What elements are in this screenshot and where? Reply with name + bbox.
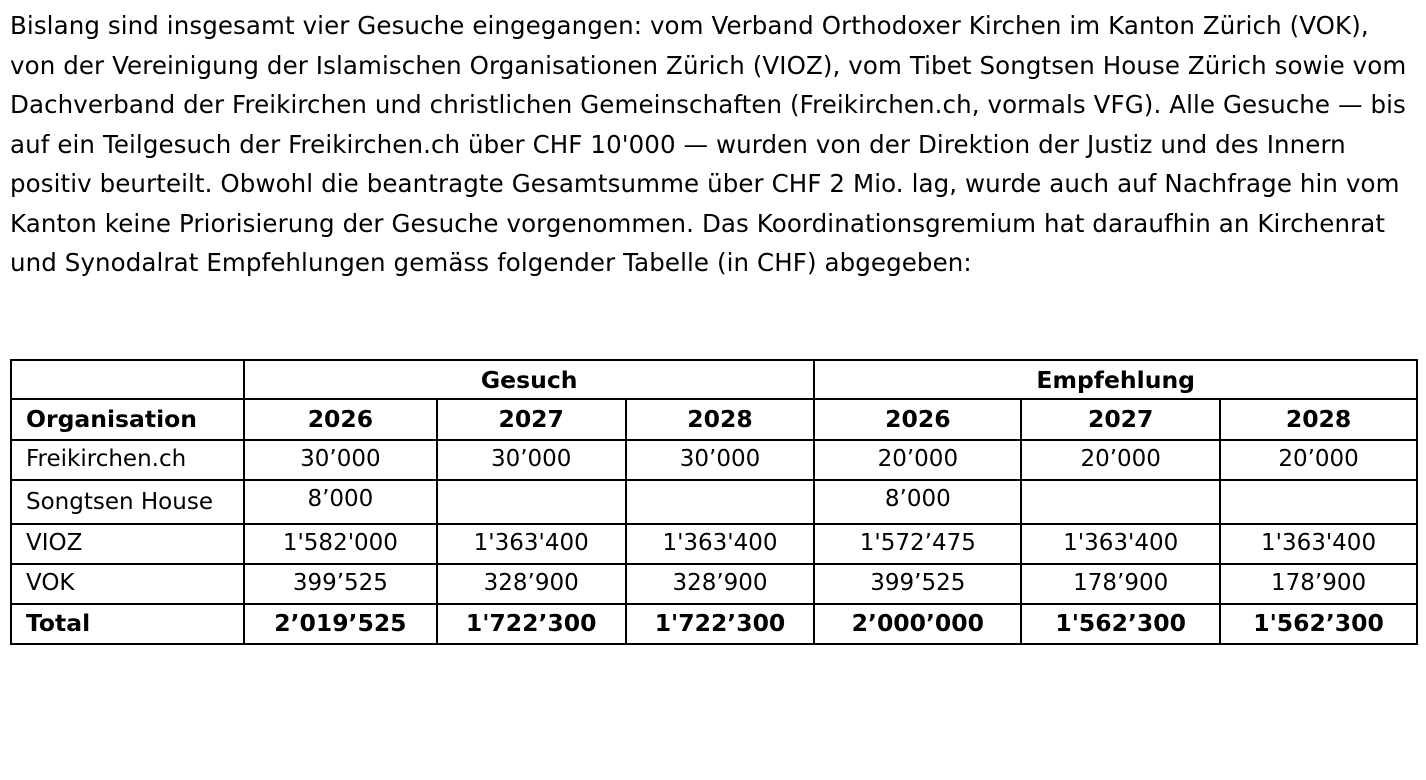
group-header-gesuch-label: Gesuch <box>480 365 578 394</box>
row-empfehlung-2027 <box>1021 480 1220 524</box>
cell-gesuch-2027: 328’900 <box>483 569 579 596</box>
row-empfehlung-2026 <box>814 440 1021 480</box>
table-total-row <box>11 604 1417 644</box>
cell-total-empfehlung-2028: 1'562’300 <box>1253 608 1384 637</box>
column-header-organisation <box>11 399 244 440</box>
row-empfehlung-2028 <box>1220 564 1417 604</box>
row-empfehlung-2027 <box>1021 524 1220 564</box>
cell-total-empfehlung-2026: 2’000’000 <box>851 608 984 637</box>
cell-gesuch-2027: 1'363'400 <box>473 529 589 556</box>
column-header-empfehlung-2028-label: 2028 <box>1285 404 1352 433</box>
group-header-empfehlung <box>814 360 1417 399</box>
cell-empfehlung-2028: 178’900 <box>1270 569 1367 596</box>
column-header-empfehlung-2027-label: 2027 <box>1087 404 1154 433</box>
row-gesuch-2028 <box>626 524 815 564</box>
column-header-empfehlung-2027 <box>1021 399 1220 440</box>
row-organisation <box>11 440 244 480</box>
total-gesuch-2026 <box>244 604 437 644</box>
row-gesuch-2027 <box>437 480 626 524</box>
total-gesuch-2028 <box>626 604 815 644</box>
cell-gesuch-2028: 1'363'400 <box>662 529 778 556</box>
cell-empfehlung-2026: 399’525 <box>870 569 966 596</box>
total-label-cell <box>11 604 244 644</box>
column-header-gesuch-2026 <box>244 399 437 440</box>
cell-gesuch-2028: 30’000 <box>679 445 761 472</box>
cell-gesuch-2026: 30’000 <box>300 445 381 472</box>
total-gesuch-2027 <box>437 604 626 644</box>
cell-empfehlung-2026: 8’000 <box>884 485 951 512</box>
cell-empfehlung-2028 <box>1221 481 1416 519</box>
column-header-gesuch-2028 <box>626 399 815 440</box>
group-header-gesuch <box>244 360 814 399</box>
row-gesuch-2027 <box>437 524 626 564</box>
table-row <box>11 440 1417 480</box>
row-gesuch-2026 <box>244 440 437 480</box>
row-empfehlung-2027 <box>1021 564 1220 604</box>
cell-gesuch-2027 <box>438 481 625 519</box>
row-gesuch-2028 <box>626 564 815 604</box>
intro-paragraph: Bislang sind insgesamt vier Gesuche eingegangen: vom Verband Orthodoxer Kirchen im Kanton Zürich (VOK), von der Vereinigung der Islamischen Organisationen Zürich (VIOZ), vom Tibet Songtsen House Zürich sowie vom Dachverband der Freikirchen und christlichen Gemeinschaften (Freikirchen.ch, vormals VFG). Alle Gesuche — bis auf ein Teilgesuch der Freikirchen.ch über CHF 10'000 — wurden von der Direktion der Justiz und des Innern positiv beurteilt. Obwohl die beantragte Gesamtsumme über CHF 2 Mio. lag, wurde auch auf Nachfrage hin vom Kanton keine Priorisierung der Gesuche vorgenommen. Das Koordinationsgremium hat daraufhin an Kirchenrat und Synodalrat Empfehlungen gemäss folgender Tabelle (in CHF) abgegeben: <box>10 11 1407 277</box>
column-header-gesuch-2027 <box>437 399 626 440</box>
total-empfehlung-2026 <box>814 604 1021 644</box>
column-header-gesuch-2026-label: 2026 <box>307 404 374 433</box>
group-header-organisation <box>11 360 244 399</box>
row-empfehlung-2028 <box>1220 524 1417 564</box>
cell-total-gesuch-2027: 1'722’300 <box>465 608 597 637</box>
row-organisation <box>11 524 244 564</box>
cell-total-empfehlung-2027: 1'562’300 <box>1055 608 1186 637</box>
column-header-empfehlung-2026 <box>814 399 1021 440</box>
intro-paragraph-block <box>0 6 1426 283</box>
row-gesuch-2027 <box>437 564 626 604</box>
row-gesuch-2028 <box>626 480 815 524</box>
column-header-gesuch-2028-label: 2028 <box>687 404 753 433</box>
recommendations-table-wrapper <box>0 359 1426 645</box>
row-gesuch-2027 <box>437 440 626 480</box>
recommendations-table <box>10 359 1418 645</box>
cell-organisation: Freikirchen.ch <box>26 445 187 472</box>
column-header-gesuch-2027-label: 2027 <box>498 404 564 433</box>
cell-gesuch-2028: 328’900 <box>672 569 768 596</box>
cell-empfehlung-2028: 20’000 <box>1278 445 1359 472</box>
cell-organisation: VIOZ <box>26 529 83 556</box>
cell-empfehlung-2028: 1'363'400 <box>1261 529 1377 556</box>
cell-empfehlung-2026: 1'572’475 <box>859 529 976 556</box>
cell-organisation: Songtsen House <box>26 488 213 515</box>
row-organisation <box>11 564 244 604</box>
table-column-header-row <box>11 399 1417 440</box>
row-empfehlung-2027 <box>1021 440 1220 480</box>
row-gesuch-2026 <box>244 564 437 604</box>
cell-gesuch-2027: 30’000 <box>490 445 572 472</box>
cell-empfehlung-2026: 20’000 <box>877 445 959 472</box>
row-empfehlung-2028 <box>1220 440 1417 480</box>
cell-gesuch-2026: 8’000 <box>307 485 374 512</box>
cell-organisation: VOK <box>26 569 75 596</box>
table-row <box>11 564 1417 604</box>
table-row <box>11 480 1417 524</box>
group-header-organisation-label <box>12 361 243 366</box>
total-empfehlung-2028 <box>1220 604 1417 644</box>
row-empfehlung-2026 <box>814 524 1021 564</box>
cell-empfehlung-2027: 20’000 <box>1080 445 1161 472</box>
cell-total-label: Total <box>26 608 91 637</box>
row-organisation <box>11 480 244 524</box>
group-header-empfehlung-label: Empfehlung <box>1036 365 1195 394</box>
table-row <box>11 524 1417 564</box>
row-empfehlung-2028 <box>1220 480 1417 524</box>
cell-gesuch-2026: 399’525 <box>292 569 388 596</box>
total-empfehlung-2027 <box>1021 604 1220 644</box>
cell-empfehlung-2027 <box>1022 481 1219 519</box>
column-header-organisation-label: Organisation <box>26 404 198 433</box>
row-gesuch-2028 <box>626 440 815 480</box>
cell-total-gesuch-2026: 2’019’525 <box>274 608 407 637</box>
table-group-header-row <box>11 360 1417 399</box>
row-empfehlung-2026 <box>814 480 1021 524</box>
column-header-empfehlung-2026-label: 2026 <box>885 404 951 433</box>
row-gesuch-2026 <box>244 480 437 524</box>
cell-gesuch-2028 <box>627 481 814 519</box>
cell-total-gesuch-2028: 1'722’300 <box>654 608 786 637</box>
cell-empfehlung-2027: 1'363'400 <box>1063 529 1179 556</box>
column-header-empfehlung-2028 <box>1220 399 1417 440</box>
row-empfehlung-2026 <box>814 564 1021 604</box>
row-gesuch-2026 <box>244 524 437 564</box>
cell-empfehlung-2027: 178’900 <box>1073 569 1169 596</box>
cell-gesuch-2026: 1'582'000 <box>282 529 398 556</box>
